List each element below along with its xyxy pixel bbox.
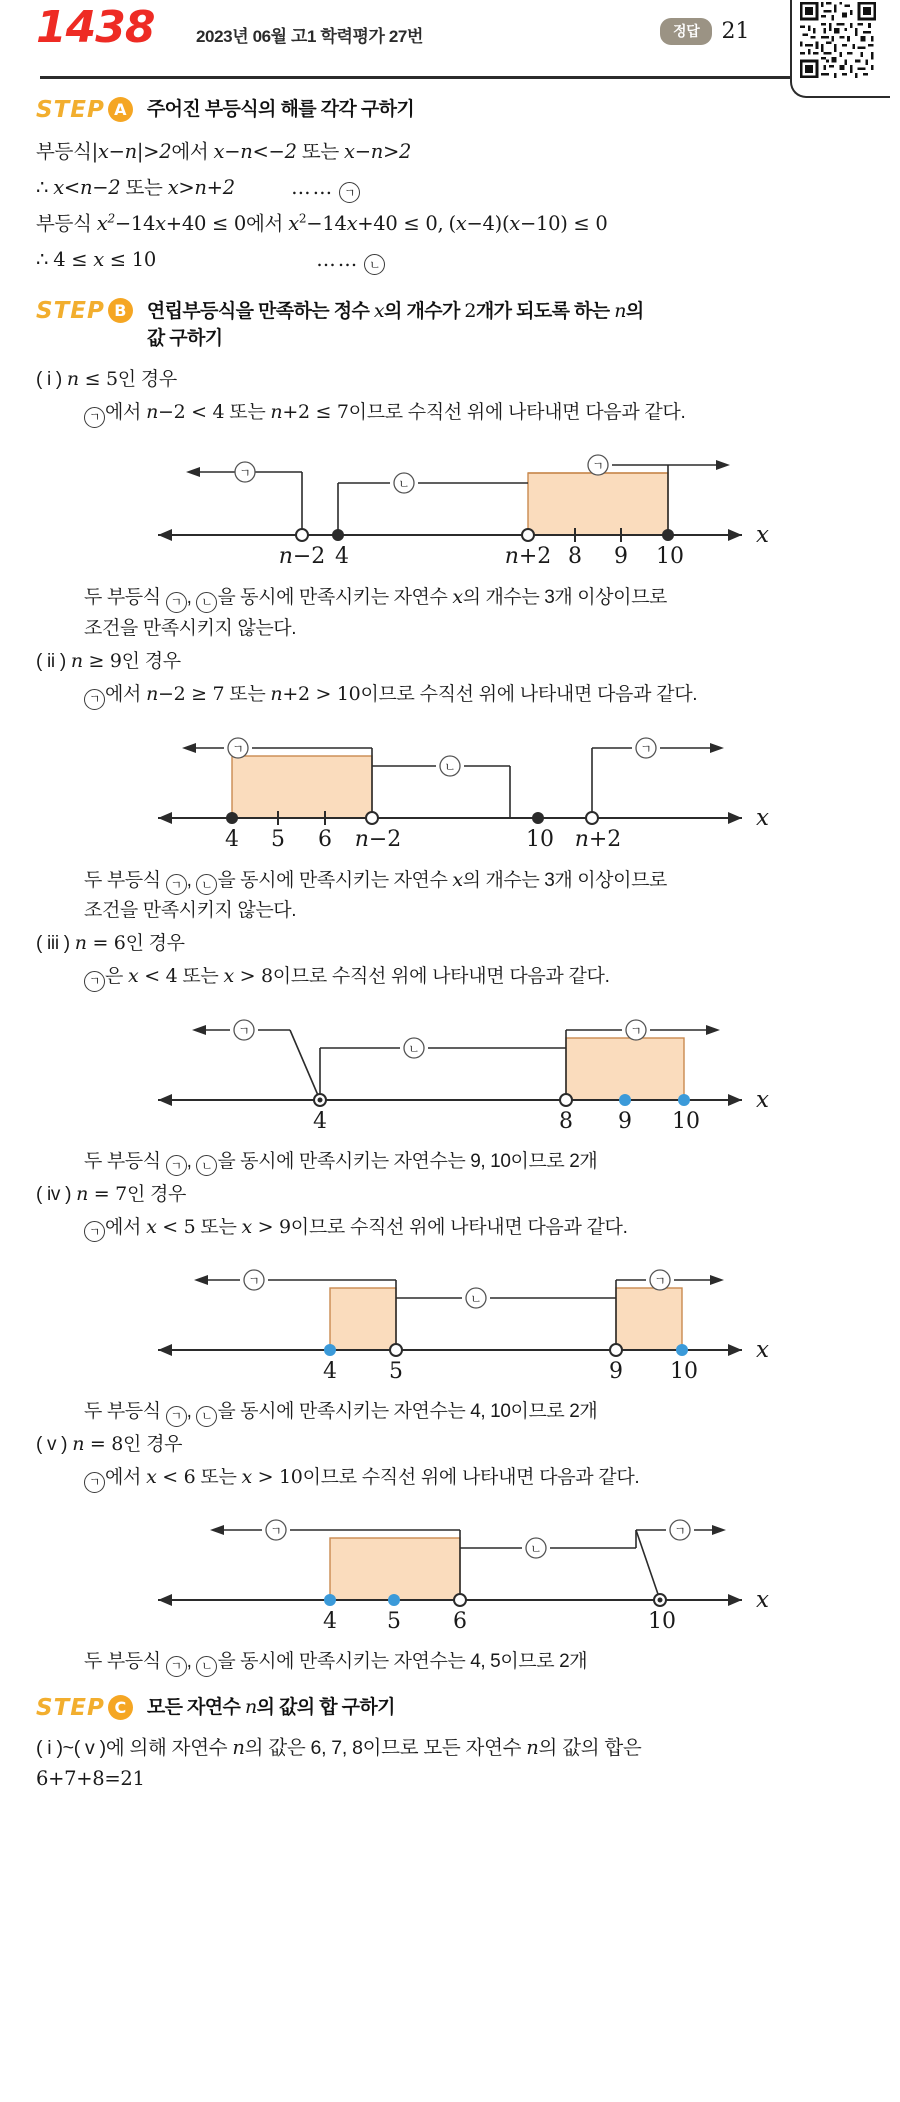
svg-text:6: 6 — [318, 826, 332, 850]
stepc-t-post: 의 값의 합 구하기 — [256, 1697, 395, 1719]
axis-arrow-right — [728, 1094, 742, 1106]
svg-text:10: 10 — [656, 544, 684, 568]
step-b-word: STEP — [36, 297, 105, 324]
marker-open — [560, 1094, 572, 1106]
svg-text:ㄴ: ㄴ — [470, 1292, 482, 1307]
case-ii-sub-b: 이므로 수직선 위에 나타내면 다음과 같다. — [360, 684, 698, 706]
ref-circle-nieun: ㄴ — [364, 254, 385, 275]
marker-dot-center — [318, 1097, 323, 1102]
ref-circle-nieun: ㄴ — [196, 592, 217, 613]
stepa-line2-dots: …… — [291, 175, 335, 199]
case-v-sub-b: 이므로 수직선 위에 나타내면 다음과 같다. — [302, 1467, 640, 1489]
ref-circle-nieun: ㄴ — [196, 1656, 217, 1677]
figure-case-1 — [0, 439, 900, 572]
number-line-3 — [0, 1004, 900, 1132]
step-b-header — [36, 298, 900, 353]
answer-badge: 정답 — [660, 18, 712, 45]
step-a-letter: A — [108, 97, 133, 122]
solution-content — [0, 82, 900, 1793]
axis-arrow-right — [728, 529, 742, 541]
shaded-region-right — [616, 1288, 682, 1350]
marker-closed — [226, 812, 238, 824]
case-ii-sub-a: 에서 — [105, 684, 147, 706]
case-iv-sub-b: 이므로 수직선 위에 나타내면 다음과 같다. — [290, 1216, 628, 1238]
case-iv-label: ( iv ) n = 7인 경우 — [36, 1182, 187, 1205]
case-ii-sub: ㄱ 에서 n−2 ≥ 7 또는 n+2 > 10이므로 수직선 위에 나타내면 다음과 같다. — [84, 678, 900, 711]
number-line-4 — [0, 1254, 900, 1382]
axis-arrow-left — [158, 1094, 172, 1106]
case-i-tail: 인 경우 — [117, 368, 177, 390]
page-header — [0, 0, 900, 90]
case-iii-sub: ㄱ 은 x < 4 또는 x > 8이므로 수직선 위에 나타내면 다음과 같다. — [84, 960, 900, 993]
ref-circle-giyeok: ㄱ — [166, 1406, 187, 1427]
case-iii-sub-a: 은 — [105, 966, 129, 988]
figure-case-2 — [0, 722, 900, 855]
case-iii-or: 또는 — [177, 966, 224, 988]
case-v-or: 또는 — [195, 1467, 242, 1489]
svg-text:9: 9 — [618, 1108, 632, 1132]
svg-text:4: 4 — [225, 826, 239, 850]
case-ii-roman: ( ii ) — [36, 651, 66, 673]
number-line-1 — [0, 439, 900, 567]
ref-circle-giyeok: ㄱ — [166, 1656, 187, 1677]
stepc-l1-post: 의 값의 합은 — [538, 1736, 642, 1759]
marker-dot-center — [658, 1598, 663, 1603]
axis-arrow-left — [158, 1594, 172, 1606]
stepa-line3-e3: (x−4)(x−10) ≤ 0 — [448, 211, 608, 235]
stepa-line4-e1: 4 ≤ x ≤ 10 — [53, 247, 156, 271]
svg-text:5: 5 — [387, 1609, 401, 1633]
stepa-line3-e2: $x^2-14x+40 \le 0$, — [288, 211, 444, 235]
case-iv-sub: ㄱ 에서 x < 5 또는 x > 9이므로 수직선 위에 나타내면 다음과 같다. — [84, 1211, 900, 1244]
svg-text:9: 9 — [614, 544, 628, 568]
stepa-line-2 — [36, 170, 900, 206]
shaded-region — [566, 1038, 684, 1100]
case-ii-c-line2: 조건을 만족시키지 않는다. — [84, 900, 297, 922]
svg-text:10: 10 — [672, 1108, 700, 1132]
marker-closed — [662, 529, 674, 541]
axis-label-x: x — [756, 1587, 769, 1614]
shaded-region — [330, 1538, 460, 1600]
case-i-sub-a: 에서 — [105, 402, 147, 424]
svg-text:n+2: n+2 — [574, 826, 622, 850]
problem-number: 1438 — [36, 2, 155, 53]
svg-text:ㄱ: ㄱ — [239, 466, 251, 481]
svg-text:4: 4 — [323, 1609, 337, 1633]
stepa-line-3 — [36, 206, 900, 242]
svg-text:ㄴ: ㄴ — [408, 1041, 420, 1056]
marker-open — [366, 812, 378, 824]
case-ii-c-pre: 두 부등식 — [84, 869, 166, 891]
svg-text:9: 9 — [609, 1359, 623, 1383]
stepa-line1-mid: 에서 — [171, 140, 214, 163]
svg-text:5: 5 — [389, 1359, 403, 1383]
stepa-line2-e1: x<n−2 — [53, 175, 121, 199]
stepc-l1-mid: 의 값은 6, 7, 8이므로 모든 자연수 — [244, 1736, 527, 1759]
svg-text:ㄴ: ㄴ — [530, 1542, 542, 1557]
step-c-header — [36, 1694, 900, 1722]
svg-text:4: 4 — [335, 544, 349, 568]
marker-blue — [676, 1344, 688, 1356]
stepb-tn: n — [614, 299, 626, 322]
stepa-line3-mid: 에서 — [246, 212, 289, 235]
qr-code[interactable] — [800, 2, 876, 78]
step-c-letter: C — [108, 1695, 133, 1720]
stepc-line-2: 6+7+8=21 — [36, 1766, 145, 1790]
svg-text:ㄱ: ㄱ — [232, 741, 244, 756]
ref-circle-nieun: ㄴ — [196, 1406, 217, 1427]
ref-circle-giyeok: ㄱ — [84, 1221, 105, 1242]
stepc-t-pre: 모든 자연수 — [146, 1697, 245, 1719]
svg-text:ㄱ: ㄱ — [270, 1524, 282, 1539]
case-iv-conclusion: 두 부등식 ㄱ , ㄴ 을 동시에 만족시키는 자연수는 4, 10이므로 2개 — [84, 1397, 900, 1428]
svg-text:5: 5 — [271, 826, 285, 850]
step-b-title — [147, 298, 644, 353]
step-a-header — [36, 96, 900, 124]
case-v-sub: ㄱ 에서 x < 6 또는 x > 10이므로 수직선 위에 나타내면 다음과 같다. — [84, 1461, 900, 1494]
stepb-t1: 연립부등식을 만족하는 정수 — [146, 300, 374, 322]
svg-text:ㄱ: ㄱ — [630, 1023, 642, 1038]
svg-text:4: 4 — [323, 1359, 337, 1383]
axis-arrow-left — [158, 812, 172, 824]
step-c-title — [147, 1694, 395, 1722]
stepa-line1-pre: 부등식 — [36, 140, 92, 163]
ref-circle-nieun: ㄴ — [196, 1155, 217, 1176]
case-iv-tail: 인 경우 — [126, 1183, 187, 1205]
stepa-line1-or: 또는 — [296, 140, 345, 163]
svg-text:ㄱ: ㄱ — [248, 1274, 260, 1289]
marker-closed — [532, 812, 544, 824]
stepb-t4: 의 — [625, 300, 644, 322]
case-i-sub: ㄱ 에서 n−2 < 4 또는 n+2 ≤ 7이므로 수직선 위에 나타내면 다음과 같다. — [84, 396, 900, 429]
ref-circle-giyeok: ㄱ — [84, 971, 105, 992]
step-b-letter: B — [108, 298, 133, 323]
ref-circle-giyeok: ㄱ — [339, 182, 360, 203]
case-i-sub-b: 이므로 수직선 위에 나타내면 다음과 같다. — [348, 402, 686, 424]
stepb-t2: 의 개수가 — [384, 300, 465, 322]
svg-text:ㄴ: ㄴ — [398, 477, 410, 492]
case-iv-sub-a: 에서 — [105, 1216, 147, 1238]
case-i-roman: ( i ) — [36, 368, 62, 390]
stepb-t3: 개가 되도록 하는 — [475, 300, 615, 322]
stepc-l1-n: n — [232, 1735, 245, 1759]
marker-open — [522, 529, 534, 541]
ref-circle-giyeok: ㄱ — [166, 1155, 187, 1176]
case-v-sub-a: 에서 — [105, 1467, 147, 1489]
stepc-t-n: n — [244, 1696, 257, 1719]
case-i-label: ( i ) n ≤ 5인 경우 — [36, 367, 177, 390]
stepb-t2n: 2 — [464, 299, 476, 322]
case-iii-conclusion: 두 부등식 ㄱ , ㄴ 을 동시에 만족시키는 자연수는 9, 10이므로 2개 — [84, 1147, 900, 1178]
case-ii-conclusion: 두 부등식 ㄱ , ㄴ 을 동시에 만족시키는 자연수 x의 개수는 3개 이상이므로 조건을 만족시키지 않는다. — [84, 868, 667, 922]
svg-text:ㄴ: ㄴ — [444, 759, 456, 774]
answer-group — [660, 18, 749, 45]
marker-blue — [619, 1094, 631, 1106]
stepa-line1-abs: |x−n|>2 — [91, 139, 172, 163]
figure-case-5 — [0, 1504, 900, 1637]
svg-text:6: 6 — [453, 1609, 467, 1633]
stepc-l1-pre: ( i )~( v )에 의해 자연수 — [36, 1736, 233, 1759]
case-iii-label: ( iii ) n = 6인 경우 — [36, 932, 185, 955]
case-iii-c-mid: 을 동시에 만족시키는 자연수는 9, 10이므로 2개 — [217, 1150, 598, 1172]
svg-text:ㄱ: ㄱ — [674, 1524, 686, 1539]
marker-blue — [388, 1594, 400, 1606]
case-iii-tail: 인 경우 — [125, 933, 185, 955]
svg-text:4: 4 — [313, 1108, 327, 1132]
case-ii-c-mid: 을 동시에 만족시키는 자연수 — [217, 869, 453, 891]
case-ii-tail: 인 경우 — [121, 651, 181, 673]
stepa-line3-pre: 부등식 — [36, 212, 97, 235]
step-a-word: STEP — [36, 96, 105, 123]
case-iv-roman: ( iv ) — [36, 1183, 72, 1205]
stepa-line-1 — [36, 134, 900, 170]
stepc-line-1 — [36, 1732, 900, 1764]
case-i-c-post: 의 개수는 3개 이상이므로 — [462, 587, 667, 609]
marker-open — [296, 529, 308, 541]
svg-text:n−2: n−2 — [354, 826, 402, 850]
marker-open — [390, 1344, 402, 1356]
case-v-label: ( v ) n = 8인 경우 — [36, 1432, 183, 1455]
marker-blue — [678, 1094, 690, 1106]
axis-arrow-right — [728, 812, 742, 824]
case-iv-or: 또는 — [195, 1216, 242, 1238]
case-i-c-mid: 을 동시에 만족시키는 자연수 — [217, 587, 453, 609]
figure-case-4 — [0, 1254, 900, 1387]
svg-text:n−2: n−2 — [278, 544, 326, 568]
svg-text:ㄱ: ㄱ — [238, 1023, 250, 1038]
case-ii-label: ( ii ) n ≥ 9인 경우 — [36, 650, 181, 673]
stepb-t5: 값 구하기 — [146, 328, 223, 350]
axis-arrow-right — [728, 1344, 742, 1356]
shaded-region-left — [330, 1288, 396, 1350]
svg-text:10: 10 — [648, 1609, 676, 1633]
svg-text:10: 10 — [526, 826, 554, 850]
stepb-tx: x — [373, 299, 385, 322]
stepa-line2-e2: x>n+2 — [167, 175, 235, 199]
stepa-line3-e1: $x^2-14x+40 \le 0$ — [96, 211, 246, 235]
axis-arrow-left — [158, 1344, 172, 1356]
axis-label-x: x — [756, 1086, 769, 1113]
stepa-line1-e2: x−n>2 — [344, 139, 412, 163]
case-iii-roman: ( iii ) — [36, 933, 70, 955]
case-v-tail: 인 경우 — [123, 1433, 183, 1455]
stepc-l1-n2: n — [526, 1735, 539, 1759]
svg-text:ㄱ: ㄱ — [640, 741, 652, 756]
ref-circle-giyeok: ㄱ — [84, 407, 105, 428]
svg-text:10: 10 — [670, 1359, 698, 1383]
case-iv-c-mid: 을 동시에 만족시키는 자연수는 4, 10이므로 2개 — [217, 1401, 598, 1423]
answer-value: 21 — [721, 19, 750, 44]
marker-closed — [332, 529, 344, 541]
ref-circle-giyeok: ㄱ — [166, 592, 187, 613]
problem-source: 2023년 06월 고1 학력평가 27번 — [196, 27, 423, 46]
shaded-region — [232, 756, 372, 818]
axis-arrow-left — [158, 529, 172, 541]
svg-text:8: 8 — [559, 1108, 573, 1132]
svg-text:ㄱ: ㄱ — [654, 1274, 666, 1289]
step-c-word: STEP — [36, 1694, 105, 1721]
stepa-line2-or: 또는 — [120, 176, 168, 199]
ref-circle-giyeok: ㄱ — [166, 874, 187, 895]
marker-open — [454, 1594, 466, 1606]
case-i-c-pre: 두 부등식 — [84, 587, 166, 609]
therefore-symbol-2: ∴ — [36, 247, 49, 271]
axis-label-x: x — [756, 804, 769, 831]
axis-label-x: x — [756, 1337, 769, 1364]
marker-open — [610, 1344, 622, 1356]
case-i-conclusion: 두 부등식 ㄱ , ㄴ 을 동시에 만족시키는 자연수 x의 개수는 3개 이상이므로 조건을 만족시키지 않는다. — [84, 586, 667, 640]
case-i-c-x: x — [452, 586, 463, 609]
qr-code-icon — [800, 2, 876, 78]
stepa-line-4 — [36, 242, 900, 278]
case-v-c-mid: 을 동시에 만족시키는 자연수는 4, 5이므로 2개 — [217, 1651, 588, 1673]
ref-circle-giyeok: ㄱ — [84, 689, 105, 710]
case-ii-c-post: 의 개수는 3개 이상이므로 — [462, 869, 667, 891]
shaded-region — [528, 473, 668, 535]
case-v-conclusion: 두 부등식 ㄱ , ㄴ 을 동시에 만족시키는 자연수는 4, 5이므로 2개 — [84, 1647, 900, 1678]
figure-case-3 — [0, 1004, 900, 1137]
axis-arrow-right — [728, 1594, 742, 1606]
step-a-title: 주어진 부등식의 해를 각각 구하기 — [146, 99, 415, 120]
header-divider — [40, 76, 790, 79]
number-line-2 — [0, 722, 900, 850]
marker-blue — [324, 1594, 336, 1606]
stepa-line4-dots: …… — [316, 247, 360, 271]
ref-circle-nieun: ㄴ — [196, 874, 217, 895]
axis-label-x: x — [756, 522, 769, 549]
svg-text:8: 8 — [568, 544, 582, 568]
ref-circle-giyeok: ㄱ — [84, 1472, 105, 1493]
case-iv-c-pre: 두 부등식 — [84, 1401, 166, 1423]
case-iii-c-pre: 두 부등식 — [84, 1150, 166, 1172]
case-i-c-line2: 조건을 만족시키지 않는다. — [84, 618, 297, 640]
case-i-or: 또는 — [224, 402, 271, 424]
case-ii-or: 또는 — [224, 684, 271, 706]
therefore-symbol: ∴ — [36, 175, 49, 199]
case-iii-sub-b: 이므로 수직선 위에 나타내면 다음과 같다. — [272, 966, 610, 988]
marker-open — [586, 812, 598, 824]
case-ii-c-x: x — [452, 868, 463, 891]
stepa-line1-e1: x−n<−2 — [213, 139, 297, 163]
case-v-roman: ( v ) — [36, 1433, 68, 1455]
marker-blue — [324, 1344, 336, 1356]
case-v-c-pre: 두 부등식 — [84, 1651, 166, 1673]
svg-text:ㄱ: ㄱ — [592, 459, 604, 474]
svg-text:n+2: n+2 — [504, 544, 552, 568]
number-line-5 — [0, 1504, 900, 1632]
